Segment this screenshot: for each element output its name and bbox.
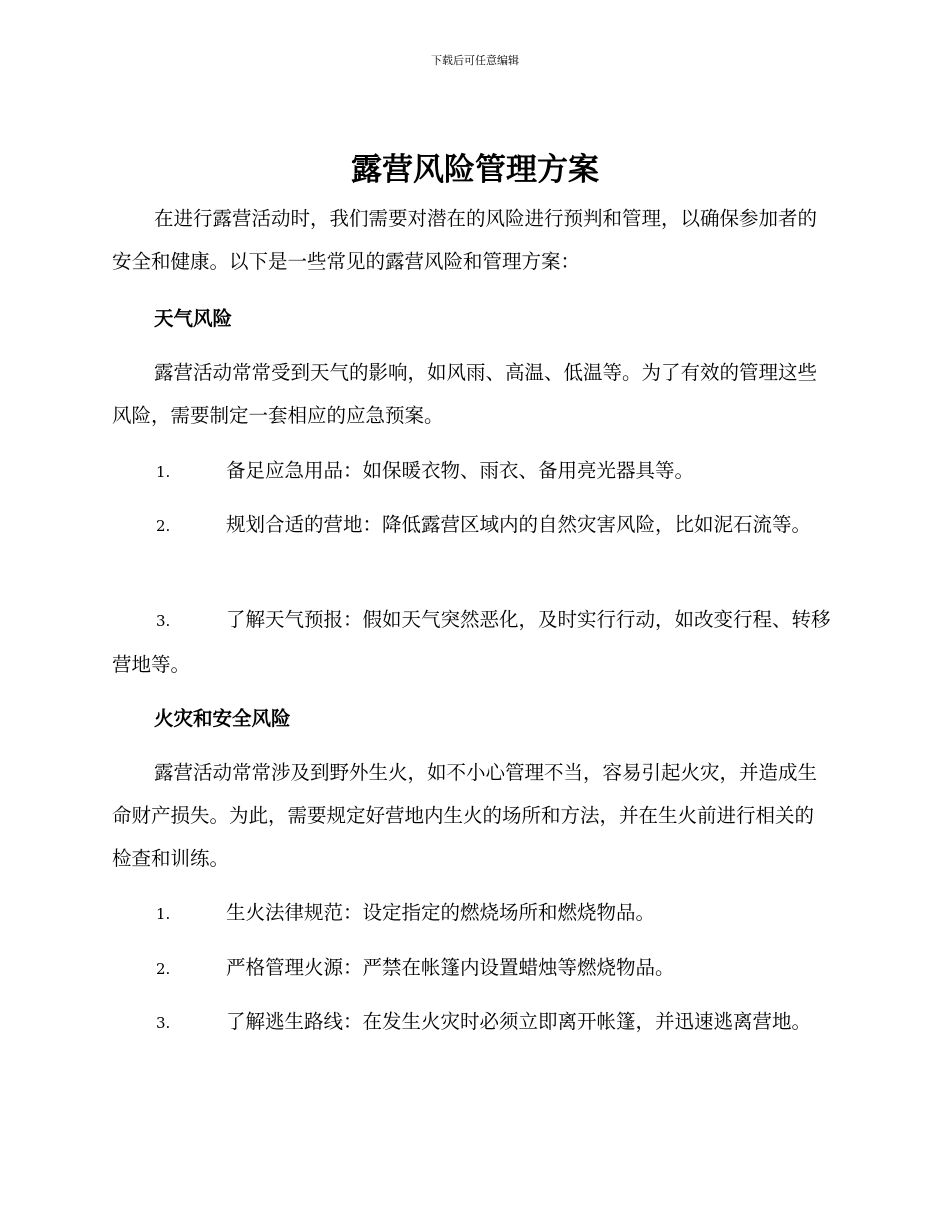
intro-paragraph [112,197,832,283]
section-paragraph-weather [112,351,832,437]
list-item-number: 1. [156,463,171,481]
list-item [112,449,832,494]
list-item-text: 规划合适的营地：降低露营区域内的自然灾害风险，比如泥石流等。 [226,513,812,536]
list-item-text: 了解天气预报：假如天气突然恶化，及时实行行动，如改变行程、转移营地等。 [112,608,831,676]
list-item-text: 生火法律规范：设定指定的燃烧场所和燃烧物品。 [226,901,656,924]
list-item-number: 2. [156,960,171,978]
list-item-text: 备足应急用品：如保暖衣物、雨衣、备用亮光器具等。 [226,459,695,482]
section-heading: 火灾和安全风险 [154,707,291,730]
list-item [112,946,832,991]
section-heading-fire [112,697,832,740]
list-item [112,1000,832,1045]
list-item [112,891,832,936]
header-note: 下载后可任意编辑 [431,54,519,67]
section-paragraph-fire [112,751,832,880]
section-paragraph: 露营活动常常受到天气的影响，如风雨、高温、低温等。为了有效的管理这些风险，需要制定一套相应的应急预案。 [112,361,818,427]
section-heading-weather [112,297,832,340]
list-item-text: 了解逃生路线：在发生火灾时必须立即离开帐篷，并迅速逃离营地。 [226,1010,812,1033]
list-item [112,503,832,548]
section-heading: 天气风险 [154,307,233,330]
list-item-number: 2. [156,517,171,535]
document-title: 露营风险管理方案 [351,152,599,188]
list-item-number: 1. [156,905,171,923]
list-item-text: 严格管理火源：严禁在帐篷内设置蜡烛等燃烧物品。 [226,956,675,979]
intro-text: 在进行露营活动时，我们需要对潜在的风险进行预判和管理，以确保参加者的安全和健康。以下是一些常见的露营风险和管理方案： [112,207,818,273]
list-item [112,598,832,686]
list-item-number: 3. [156,612,171,630]
list-item-number: 3. [156,1014,171,1032]
section-paragraph: 露营活动常常涉及到野外生火，如不小心管理不当，容易引起火灾，并造成生命财产损失。为此，需要规定好营地内生火的场所和方法，并在生火前进行相关的检查和训练。 [112,761,818,870]
